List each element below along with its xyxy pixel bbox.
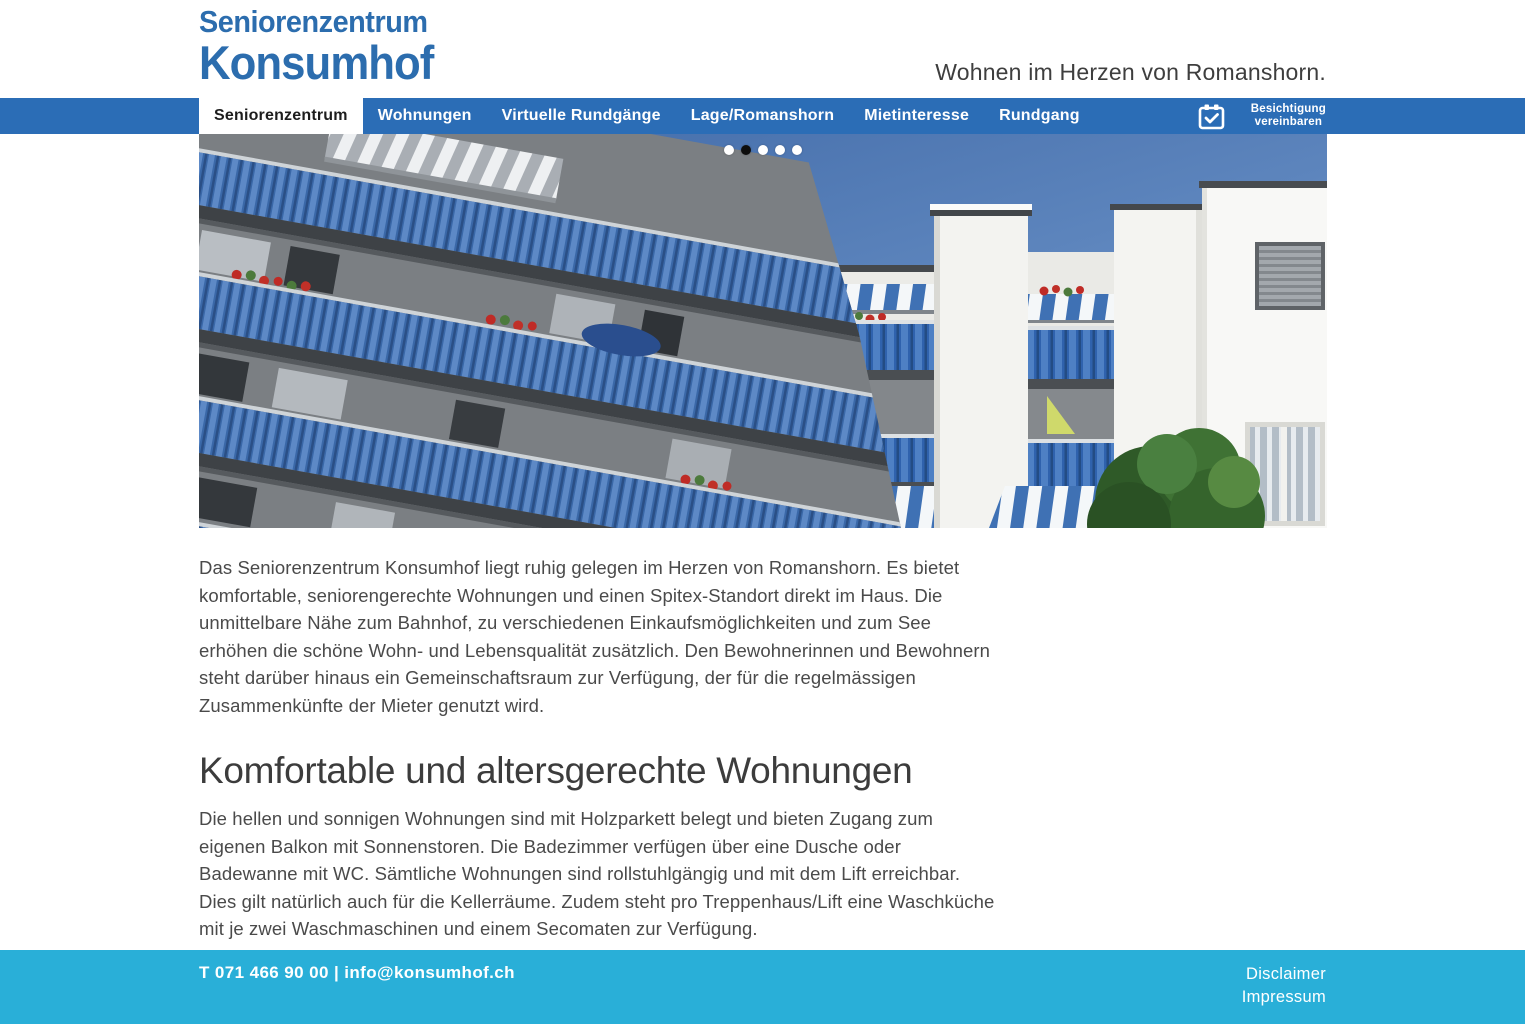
site-footer	[0, 950, 1525, 1024]
carousel-dot[interactable]	[724, 145, 734, 155]
carousel-dot[interactable]	[792, 145, 802, 155]
nav-item-mietinteresse[interactable]: Mietinteresse	[864, 107, 970, 124]
main-nav	[0, 98, 1525, 134]
nav-item-wohnungen[interactable]: Wohnungen	[377, 107, 472, 124]
carousel-dot-active[interactable]	[741, 145, 751, 155]
nav-item-virtuelle-rundgaenge[interactable]: Virtuelle Rundgänge	[501, 107, 661, 124]
appointment-button[interactable]	[1198, 98, 1326, 134]
hero-carousel	[199, 134, 1327, 528]
section-heading: Komfortable und altersgerechte Wohnungen	[199, 750, 913, 791]
hero-photo-apartment-building	[199, 134, 1327, 528]
footer-link-impressum[interactable]: Impressum	[1241, 987, 1326, 1006]
footer-contact: T 071 466 90 00 | info@konsumhof.ch	[199, 963, 515, 982]
intro-paragraph: Das Seniorenzentrum Konsumhof liegt ruhig gelegen im Herzen von Romanshorn. Es bietet komfortable, seniorengerechte Wohnungen und einen Spitex-Standort direkt im Haus. Die unmittelbare Nähe zum Bahnhof, zu verschiedenen Einkaufsmöglichkeiten und zum See erhöhen die schöne Wohn- und Lebensqualität zusätzlich. Den Bewohnerinnen und Bewohnern steht darüber hinaus ein Gemeinschaftsraum zur Verfügung, der für die regelmässigen Zusammenkünfte der Mieter genutzt wird.	[199, 557, 991, 716]
logo-line1: Seniorenzentrum	[199, 4, 428, 39]
carousel-dot[interactable]	[758, 145, 768, 155]
footer-link-disclaimer[interactable]: Disclaimer	[1245, 965, 1326, 983]
site-tagline: Wohnen im Herzen von Romanshorn.	[935, 59, 1326, 85]
logo-line2: Konsumhof	[199, 36, 434, 89]
calendar-check-icon	[1198, 103, 1225, 130]
carousel-dots	[199, 145, 1327, 155]
nav-inner	[0, 98, 1525, 134]
body-paragraph: Die hellen und sonnigen Wohnungen sind mit Holzparkett belegt und bieten Zugang zum eigenen Balkon mit Sonnenstoren. Die Badezimmer verfügen über eine Dusche oder Badewanne mit WC. Sämtliche Wohnungen sind rollstuhlgängig und mit dem Lift erreichbar. Dies gilt natürlich auch für die Kellerräume. Zudem steht pro Treppenhaus/Lift eine Waschküche mit je zwei Waschmaschinen und einem Secomaten zur Verfügung.	[199, 808, 995, 939]
appointment-button-label: Besichtigung vereinbaren	[1250, 103, 1326, 128]
footer-links	[1242, 963, 1326, 1024]
nav-item-rundgang[interactable]: Rundgang	[999, 107, 1080, 124]
site-header	[0, 0, 1525, 98]
nav-item-seniorenzentrum[interactable]: Seniorenzentrum	[199, 98, 363, 134]
site-logo[interactable]	[199, 4, 434, 89]
carousel-dot[interactable]	[775, 145, 785, 155]
main-content	[199, 554, 1327, 943]
nav-item-lage-romanshorn[interactable]: Lage/Romanshorn	[690, 107, 835, 124]
